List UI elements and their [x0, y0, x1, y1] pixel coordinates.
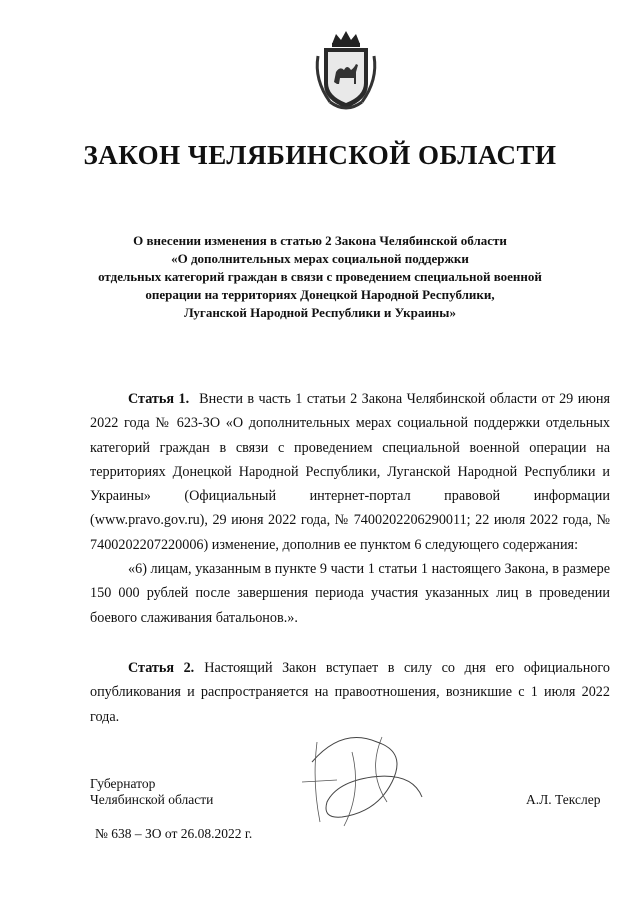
signer-position — [90, 776, 213, 808]
article-2-label: Статья 2. — [128, 660, 195, 676]
coat-of-arms-emblem — [310, 28, 382, 114]
subtitle-line: операции на территориях Донецкой Народной Республики, — [145, 287, 495, 302]
subtitle-line: «О дополнительных мерах социальной поддержки — [171, 251, 469, 266]
article-1-text: Внести в часть 1 статьи 2 Закона Челябинской области от 29 июня 2022 года № 623-ЗО «О дополнительных мерах социальной поддержки отдельных категорий граждан в связи с проведением специальной военной операции на территориях Донецкой Народной Республики, Луганской Народной Республики и Украины» (Официальный интернет-портал правовой информации (www.pravo.gov.ru), 29 июня 2022 года, № 7400202206290011; 22 июля 2022 года, № 7400202207220006) изменение, дополнив ее пунктом 6 следующего содержания: — [90, 391, 610, 553]
signer-position-line-1: Губернатор — [90, 776, 156, 791]
subtitle-line: Луганской Народной Республики и Украины» — [184, 305, 456, 320]
article-2 — [90, 656, 610, 729]
article-2-paragraph — [90, 656, 610, 729]
subtitle-line: отдельных категорий граждан в связи с проведением специальной военной — [98, 269, 542, 284]
article-1-label: Статья 1. — [128, 391, 190, 407]
article-1 — [90, 387, 610, 630]
article-1-quote: «6) лицам, указанным в пункте 9 части 1 статьи 1 настоящего Закона, в размере 150 000 рублей после завершения периода участия указанных лиц в проведении боевого слаживания батальонов.». — [90, 561, 610, 626]
article-1-paragraph — [90, 387, 610, 557]
registration-number: № 638 – ЗО от 26.08.2022 г. — [95, 826, 253, 841]
subtitle-line: О внесении изменения в статью 2 Закона Челябинской области — [133, 233, 507, 248]
handwritten-signature — [282, 722, 432, 832]
signer-name: А.Л. Текслер — [526, 792, 601, 807]
law-subtitle — [80, 232, 560, 322]
signer-position-line-2: Челябинской области — [90, 792, 214, 807]
law-title: ЗАКОН ЧЕЛЯБИНСКОЙ ОБЛАСТИ — [83, 140, 557, 170]
article-2-text: Настоящий Закон вступает в силу со дня его официального опубликования и распространяется на правоотношения, возникшие с 1 июля 2022 года. — [90, 660, 610, 725]
